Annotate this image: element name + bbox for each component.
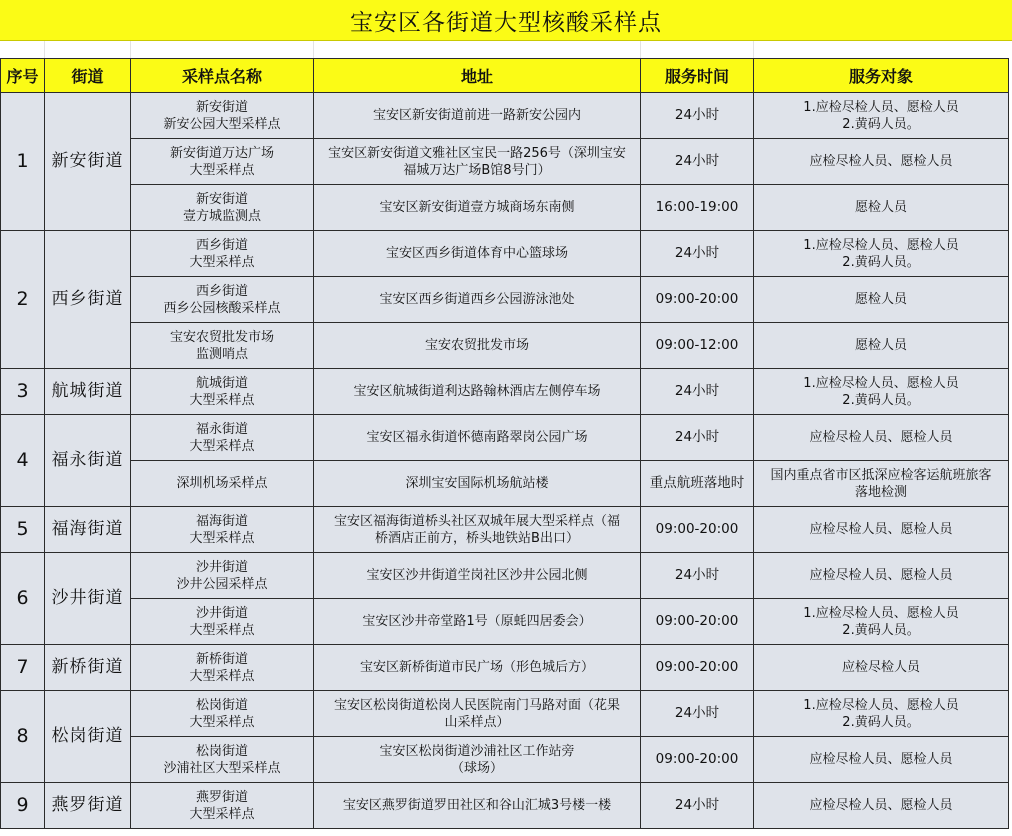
cell-line: 落地检测 [854, 484, 907, 500]
site-name-cell [131, 553, 314, 599]
address-cell [314, 599, 641, 645]
cell-line: 松岗街道 [195, 743, 248, 759]
service-target-cell [754, 599, 1009, 645]
header-seq: 序号 [1, 59, 45, 93]
cell-line: 愿检人员 [854, 200, 907, 215]
address-cell [314, 323, 641, 369]
service-time-cell: 09:00-20:00 [641, 645, 754, 691]
site-name-cell [131, 93, 314, 139]
cell-line: 西乡公园核酸采样点 [163, 300, 281, 316]
service-target-cell [754, 737, 1009, 783]
cell-line: 新安街道 [195, 191, 248, 207]
address-cell [314, 277, 641, 323]
service-time-cell: 24小时 [641, 231, 754, 277]
cell-line: 桥酒店正前方，桥头地铁站B出口） [375, 530, 579, 546]
service-time-cell: 09:00-20:00 [641, 507, 754, 553]
cell-line: 大型采样点 [189, 530, 255, 546]
table-row [1, 415, 1009, 461]
service-time-cell: 24小时 [641, 93, 754, 139]
address-cell [314, 185, 641, 231]
table-body [1, 93, 1009, 829]
cell-line: 宝安区燕罗街道罗田社区和谷山汇城3号楼一楼 [342, 798, 612, 813]
service-time-cell: 09:00-20:00 [641, 277, 754, 323]
cell-line: 深圳宝安国际机场航站楼 [405, 476, 549, 491]
service-time-cell: 24小时 [641, 783, 754, 829]
cell-line: 福海街道 [195, 513, 248, 529]
cell-line: 1.应检尽检人员、愿检人员 [803, 237, 959, 253]
address-cell [314, 737, 641, 783]
cell-line: 沙浦社区大型采样点 [163, 760, 281, 776]
service-target-cell [754, 691, 1009, 737]
service-time-cell: 24小时 [641, 691, 754, 737]
address-cell [314, 783, 641, 829]
address-cell [314, 231, 641, 277]
site-name-cell [131, 415, 314, 461]
header-service-time: 服务时间 [641, 59, 754, 93]
cell-line: 沙井街道 [195, 559, 248, 575]
cell-line: 应检尽检人员、愿检人员 [809, 752, 953, 767]
cell-line: 西乡街道 [195, 283, 248, 299]
service-target-cell [754, 277, 1009, 323]
cell-line: 大型采样点 [189, 162, 255, 178]
street-cell: 新安街道 [45, 93, 131, 231]
service-target-cell [754, 461, 1009, 507]
column-divider [130, 41, 131, 58]
cell-line: 2.黄码人员。 [842, 116, 920, 132]
cell-line: 航城街道 [195, 375, 248, 391]
site-name-cell [131, 691, 314, 737]
cell-line: （球场） [450, 760, 503, 776]
cell-line: 1.应检尽检人员、愿检人员 [803, 697, 959, 713]
site-name-cell [131, 231, 314, 277]
cell-line: 大型采样点 [189, 254, 255, 270]
header-street: 街道 [45, 59, 131, 93]
table-header-row [1, 59, 1009, 93]
cell-line: 新安街道 [195, 99, 248, 115]
cell-line: 深圳机场采样点 [176, 476, 268, 491]
cell-line: 宝安区西乡街道体育中心篮球场 [385, 246, 568, 261]
cell-line: 大型采样点 [189, 714, 255, 730]
cell-line: 宝安区新桥街道市民广场（形色城后方） [359, 660, 594, 675]
cell-line: 壹方城监测点 [182, 208, 261, 224]
table-row [1, 369, 1009, 415]
service-time-cell: 24小时 [641, 139, 754, 185]
seq-cell: 3 [1, 369, 45, 415]
service-time-cell: 24小时 [641, 415, 754, 461]
cell-line: 2.黄码人员。 [842, 392, 920, 408]
street-cell: 燕罗街道 [45, 783, 131, 829]
table-row [1, 691, 1009, 737]
table-row [1, 231, 1009, 277]
site-name-cell [131, 323, 314, 369]
cell-line: 沙井街道 [195, 605, 248, 621]
empty-row [0, 41, 1012, 58]
street-cell: 航城街道 [45, 369, 131, 415]
cell-line: 愿检人员 [854, 338, 907, 353]
cell-line: 大型采样点 [189, 668, 255, 684]
service-target-cell [754, 415, 1009, 461]
cell-line: 2.黄码人员。 [842, 622, 920, 638]
address-cell [314, 691, 641, 737]
cell-line: 新安公园大型采样点 [163, 116, 281, 132]
seq-cell: 6 [1, 553, 45, 645]
cell-line: 应检尽检人员、愿检人员 [809, 154, 953, 169]
table-row [1, 461, 1009, 507]
service-time-cell: 24小时 [641, 369, 754, 415]
service-target-cell [754, 185, 1009, 231]
cell-line: 宝安区沙井帝堂路1号（原蚝四居委会） [362, 614, 592, 629]
service-target-cell [754, 231, 1009, 277]
header-site-name: 采样点名称 [131, 59, 314, 93]
table-row [1, 93, 1009, 139]
cell-line: 2.黄码人员。 [842, 254, 920, 270]
street-cell: 沙井街道 [45, 553, 131, 645]
site-name-cell [131, 277, 314, 323]
cell-line: 国内重点省市区抵深应检客运航班旅客 [770, 467, 992, 483]
seq-cell: 7 [1, 645, 45, 691]
service-target-cell [754, 783, 1009, 829]
address-cell [314, 369, 641, 415]
column-divider [753, 41, 754, 58]
seq-cell: 1 [1, 93, 45, 231]
table-row [1, 507, 1009, 553]
service-time-cell: 24小时 [641, 553, 754, 599]
cell-line: 宝安区松岗街道松岗人民医院南门马路对面（花果 [333, 697, 620, 713]
site-name-cell [131, 783, 314, 829]
service-target-cell [754, 93, 1009, 139]
site-name-cell [131, 369, 314, 415]
cell-line: 应检尽检人员、愿检人员 [809, 568, 953, 583]
column-divider [44, 41, 45, 58]
cell-line: 山采样点） [444, 714, 510, 730]
table-row [1, 185, 1009, 231]
street-cell: 松岗街道 [45, 691, 131, 783]
seq-cell: 4 [1, 415, 45, 507]
address-cell [314, 645, 641, 691]
cell-line: 2.黄码人员。 [842, 714, 920, 730]
cell-line: 宝安农贸批发市场 [424, 338, 529, 353]
cell-line: 宝安区松岗街道沙浦社区工作站旁 [379, 743, 575, 759]
address-cell [314, 93, 641, 139]
table-row [1, 737, 1009, 783]
site-name-cell [131, 185, 314, 231]
cell-line: 应检尽检人员、愿检人员 [809, 798, 953, 813]
cell-line: 1.应检尽检人员、愿检人员 [803, 605, 959, 621]
site-name-cell [131, 737, 314, 783]
cell-line: 西乡街道 [195, 237, 248, 253]
service-target-cell [754, 139, 1009, 185]
cell-line: 宝安农贸批发市场 [169, 329, 274, 345]
service-target-cell [754, 323, 1009, 369]
header-service-target: 服务对象 [754, 59, 1009, 93]
table-row [1, 277, 1009, 323]
address-cell [314, 461, 641, 507]
cell-line: 应检尽检人员、愿检人员 [809, 522, 953, 537]
cell-line: 大型采样点 [189, 806, 255, 822]
table-row [1, 139, 1009, 185]
address-cell [314, 553, 641, 599]
cell-line: 大型采样点 [189, 392, 255, 408]
header-address: 地址 [314, 59, 641, 93]
cell-line: 宝安区新安街道壹方城商场东南侧 [379, 200, 575, 215]
cell-line: 1.应检尽检人员、愿检人员 [803, 99, 959, 115]
service-target-cell [754, 645, 1009, 691]
street-cell: 新桥街道 [45, 645, 131, 691]
seq-cell: 8 [1, 691, 45, 783]
service-time-cell: 09:00-20:00 [641, 599, 754, 645]
cell-line: 福城万达广场B馆8号门） [403, 162, 551, 178]
cell-line: 应检尽检人员、愿检人员 [809, 430, 953, 445]
service-target-cell [754, 507, 1009, 553]
site-name-cell [131, 139, 314, 185]
sheet-title: 宝安区各街道大型核酸采样点 [0, 0, 1012, 41]
service-time-cell: 09:00-20:00 [641, 737, 754, 783]
cell-line: 应检尽检人员 [841, 660, 920, 675]
address-cell [314, 415, 641, 461]
column-divider [313, 41, 314, 58]
cell-line: 宝安区西乡街道西乡公园游泳池处 [379, 292, 575, 307]
site-name-cell [131, 507, 314, 553]
cell-line: 愿检人员 [854, 292, 907, 307]
cell-line: 大型采样点 [189, 622, 255, 638]
table-row [1, 783, 1009, 829]
cell-line: 沙井公园采样点 [176, 576, 268, 592]
sampling-sites-table [0, 58, 1009, 829]
address-cell [314, 139, 641, 185]
street-cell: 福海街道 [45, 507, 131, 553]
cell-line: 宝安区新安街道前进一路新安公园内 [372, 108, 581, 123]
seq-cell: 9 [1, 783, 45, 829]
cell-line: 宝安区沙井街道坣岗社区沙井公园北侧 [366, 568, 588, 583]
seq-cell: 2 [1, 231, 45, 369]
cell-line: 宝安区新安街道文雅社区宝民一路256号（深圳宝安 [328, 145, 626, 161]
cell-line: 新安街道万达广场 [169, 145, 274, 161]
service-time-cell: 16:00-19:00 [641, 185, 754, 231]
cell-line: 宝安区福海街道桥头社区双城年展大型采样点（福 [333, 513, 620, 529]
service-target-cell [754, 369, 1009, 415]
cell-line: 大型采样点 [189, 438, 255, 454]
site-name-cell [131, 599, 314, 645]
address-cell [314, 507, 641, 553]
service-target-cell [754, 553, 1009, 599]
cell-line: 1.应检尽检人员、愿检人员 [803, 375, 959, 391]
cell-line: 福永街道 [195, 421, 248, 437]
cell-line: 燕罗街道 [195, 789, 248, 805]
street-cell: 西乡街道 [45, 231, 131, 369]
site-name-cell [131, 461, 314, 507]
cell-line: 宝安区航城街道利达路翰林酒店左侧停车场 [353, 384, 601, 399]
site-name-cell [131, 645, 314, 691]
cell-line: 监测哨点 [195, 346, 248, 362]
service-time-cell: 09:00-12:00 [641, 323, 754, 369]
column-divider [640, 41, 641, 58]
table-row [1, 599, 1009, 645]
service-time-cell: 重点航班落地时 [641, 461, 754, 507]
table-row [1, 553, 1009, 599]
street-cell: 福永街道 [45, 415, 131, 507]
seq-cell: 5 [1, 507, 45, 553]
table-row [1, 645, 1009, 691]
cell-line: 松岗街道 [195, 697, 248, 713]
table-row [1, 323, 1009, 369]
cell-line: 新桥街道 [195, 651, 248, 667]
cell-line: 宝安区福永街道怀德南路翠岗公园广场 [366, 430, 588, 445]
